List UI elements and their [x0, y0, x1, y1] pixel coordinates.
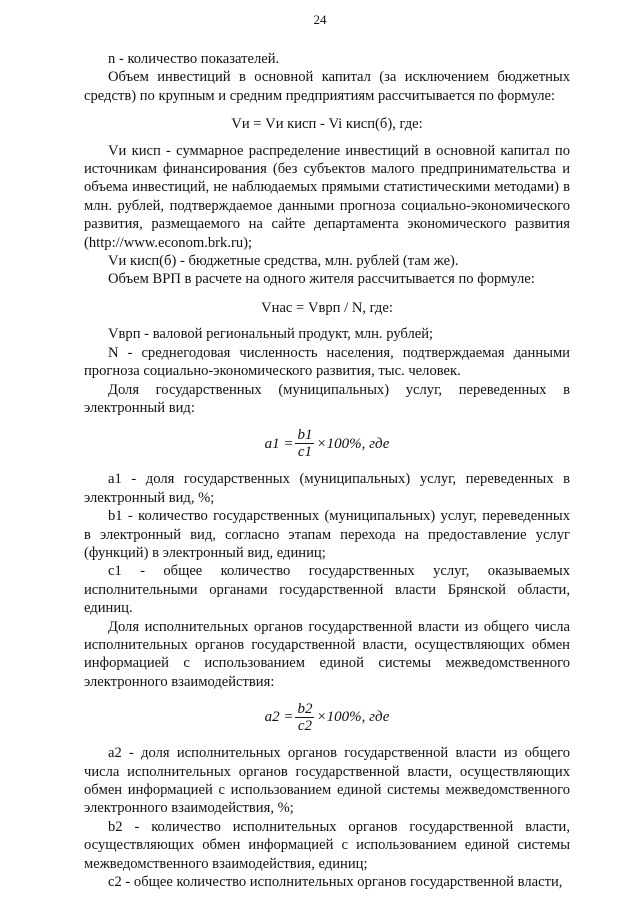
- fraction: [295, 701, 314, 734]
- fraction-numerator: b2: [297, 701, 313, 718]
- paragraph: Vврп - валовой региональный продукт, млн. рублей;: [108, 326, 434, 343]
- paragraph: c1 - общее количество государственных услуг, оказываемых исполнительными органами государственной власти Брянской области, единиц.: [84, 563, 570, 617]
- paragraph: n - количество показателей.: [108, 51, 280, 67]
- formula-lhs: a1 =: [264, 435, 294, 452]
- fraction: [295, 427, 314, 460]
- paragraph: Объем инвестиций в основной капитал (за исключением бюджетных средств) по крупным и средним предприятиям рассчитывается по формуле:: [84, 69, 570, 104]
- formula-investments: Vи = Vи кисп - Vi кисп(б), где:: [231, 116, 423, 133]
- document-body: [84, 50, 570, 891]
- fraction-denominator: c2: [297, 718, 313, 735]
- paragraph: Vи кисп(б) - бюджетные средства, млн. рублей (там же).: [108, 253, 459, 270]
- paragraph: N - среднегодовая численность населения, подтверждаемая данными прогноза социально-экономического развития, тыс. человек.: [84, 344, 570, 380]
- fraction-numerator: b1: [297, 427, 313, 444]
- formula-rhs: ×100%, где: [316, 435, 390, 452]
- paragraph: c2 - общее количество исполнительных органов государственной власти,: [108, 874, 563, 891]
- paragraph: Объем ВРП в расчете на одного жителя рассчитывается по формуле:: [108, 271, 535, 288]
- fraction-denominator: c1: [297, 444, 313, 461]
- page-number: 24: [313, 12, 327, 27]
- paragraph: a1 - доля государственных (муниципальных) услуг, переведенных в электронный вид, %;: [84, 471, 570, 506]
- paragraph: b2 - количество исполнительных органов государственной власти, осуществляющих обмен информацией с использованием единой системы межведомственного взаимодействия, единиц;: [84, 818, 570, 872]
- formula-lhs: a2 =: [264, 709, 294, 726]
- formula-rhs: ×100%, где: [316, 709, 390, 726]
- paragraph: Доля государственных (муниципальных) услуг, переведенных в электронный вид:: [84, 381, 570, 416]
- paragraph: b1 - количество государственных (муниципальных) услуг, переведенных в электронный вид, согласно этапам перехода на предоставление услуг (функций) в электронный вид, единиц;: [84, 508, 570, 561]
- paragraph: a2 - доля исполнительных органов государственной власти из общего числа исполнительных органов государственной власти, осуществляющих обмен информацией с использованием единой системы межведомственного электронного взаимодействия, %;: [84, 745, 570, 817]
- formula-grp-per-capita: Vнас = Vврп / N, где:: [261, 299, 393, 316]
- formula-a2: [84, 701, 570, 734]
- formula-a1: [84, 427, 570, 460]
- paragraph: Vи кисп - суммарное распределение инвестиций в основной капитал по источникам финансирования (без субъектов малого предпринимательства и объема инвестиций, не наблюдаемых прямыми статистическими методами) в млн. рублей, подтверждаемое данными прогноза социально-экономического развития, размещаемого на сайте департамента экономического развития (http://www.econom.brk.ru);: [84, 142, 570, 251]
- paragraph: Доля исполнительных органов государственной власти из общего числа исполнительных органов государственной власти, осуществляющих обмен информацией с использованием единой системы межведомственного электронного взаимодействия:: [84, 618, 570, 690]
